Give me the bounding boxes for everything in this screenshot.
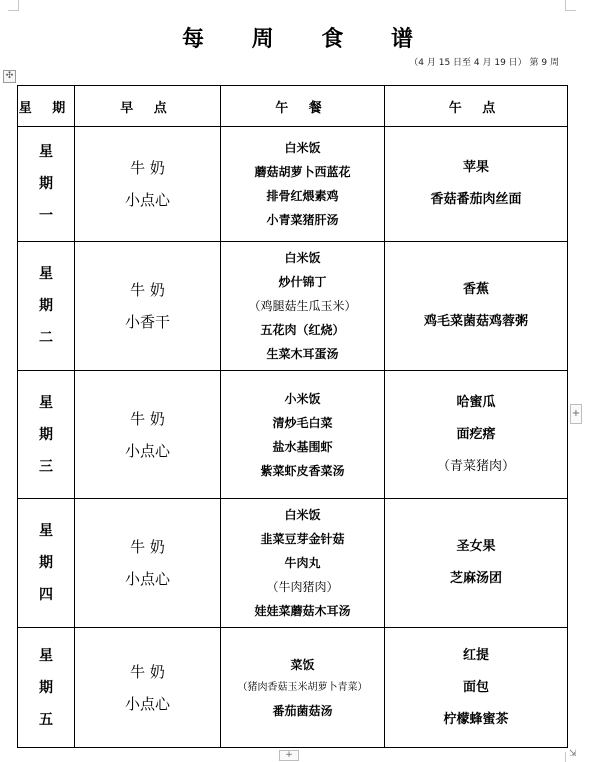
week-date-range: （4 月 15 日至 4 月 19 日） 第 9 周 <box>409 58 559 68</box>
snack-cell[interactable] <box>385 127 568 242</box>
lunch-item: 生菜木耳蛋汤 <box>266 347 339 361</box>
day-char: 一 <box>39 208 53 224</box>
day-cell[interactable] <box>18 242 75 371</box>
day-char: 期 <box>39 426 53 443</box>
day-char: 期 <box>39 679 53 696</box>
lunch-cell[interactable] <box>221 499 385 628</box>
lunch-item-note: （鸡腿菇生瓜玉米） <box>248 299 357 313</box>
breakfast-item: 小点心 <box>124 441 170 460</box>
day-char: 星 <box>39 266 53 282</box>
snack-item: 面包 <box>462 679 489 695</box>
day-char: 二 <box>39 330 53 346</box>
snack-cell[interactable] <box>385 499 568 628</box>
snack-item: 哈蜜瓜 <box>456 394 496 410</box>
snack-item: 芝麻汤团 <box>449 571 502 586</box>
day-char: 星 <box>39 523 53 539</box>
header-lunch[interactable]: 午 餐 <box>221 86 385 127</box>
lunch-cell[interactable] <box>221 371 385 499</box>
snack-cell[interactable] <box>385 371 568 499</box>
day-char: 三 <box>39 458 53 475</box>
header-day[interactable]: 星 期 <box>18 86 75 127</box>
snack-item: 柠檬蜂蜜茶 <box>443 711 509 727</box>
lunch-cell[interactable] <box>221 127 385 242</box>
table-row-friday <box>18 628 568 748</box>
day-char: 五 <box>39 711 53 728</box>
lunch-item: 娃娃菜蘑菇木耳汤 <box>254 604 351 618</box>
day-char: 星 <box>39 394 53 411</box>
snack-item: 香菇番茄肉丝面 <box>430 192 522 207</box>
lunch-item: 牛肉丸 <box>284 556 321 570</box>
breakfast-cell[interactable] <box>75 242 221 371</box>
breakfast-item: 牛 奶 <box>130 409 165 428</box>
day-cell[interactable] <box>18 127 75 242</box>
table-row-wednesday <box>18 371 568 499</box>
lunch-item: 蘑菇胡萝卜西蓝花 <box>254 165 351 179</box>
header-snack[interactable]: 午 点 <box>385 86 568 127</box>
table-resize-handle-icon[interactable]: ⇲ <box>569 749 577 759</box>
page-corner-mark-top-left <box>8 0 19 11</box>
breakfast-item: 小点心 <box>124 570 170 588</box>
page-corner-mark-top-right <box>565 0 576 11</box>
snack-item: 红提 <box>462 647 489 663</box>
day-cell[interactable] <box>18 499 75 628</box>
snack-item: 圣女果 <box>456 539 496 554</box>
snack-item: 鸡毛菜菌菇鸡蓉粥 <box>423 314 528 329</box>
lunch-item: 白米饭 <box>284 141 321 155</box>
lunch-item: 五花肉（红烧） <box>260 323 345 337</box>
day-cell[interactable] <box>18 371 75 499</box>
breakfast-item: 小点心 <box>124 191 170 209</box>
document-title: 每 周 食 谱 <box>182 26 433 52</box>
lunch-item: 清炒毛白菜 <box>272 415 333 430</box>
lunch-item: 韭菜豆芽金针菇 <box>260 532 345 546</box>
day-char: 期 <box>39 555 53 571</box>
snack-item: 面疙瘩 <box>456 426 496 442</box>
lunch-item-note: （猪肉香菇玉米胡萝卜青菜） <box>237 681 368 693</box>
lunch-cell[interactable] <box>221 628 385 748</box>
lunch-item: 排骨红煨素鸡 <box>266 189 339 203</box>
snack-cell[interactable] <box>385 242 568 371</box>
snack-item-note: （青菜猪肉） <box>436 458 515 474</box>
day-char: 期 <box>39 176 53 192</box>
lunch-item: 炒什锦丁 <box>278 275 327 289</box>
breakfast-cell[interactable] <box>75 628 221 748</box>
lunch-item: 紫菜虾皮香菜汤 <box>260 463 345 478</box>
lunch-item: 白米饭 <box>284 251 321 265</box>
day-char: 四 <box>39 587 53 603</box>
day-char: 期 <box>39 298 53 314</box>
table-header-row <box>18 86 568 127</box>
lunch-item: 小米饭 <box>284 391 321 406</box>
breakfast-item: 牛 奶 <box>130 159 165 177</box>
table-row-monday <box>18 127 568 242</box>
breakfast-item: 小香干 <box>124 313 170 331</box>
breakfast-cell[interactable] <box>75 371 221 499</box>
lunch-item: 小青菜猪肝汤 <box>266 213 339 227</box>
snack-item: 香蕉 <box>462 282 489 297</box>
lunch-item: 番茄菌菇汤 <box>272 703 333 718</box>
header-breakfast[interactable]: 早 点 <box>75 86 221 127</box>
lunch-cell[interactable] <box>221 242 385 371</box>
day-char: 星 <box>39 144 53 160</box>
breakfast-item: 牛 奶 <box>130 281 165 299</box>
weekly-menu-table <box>17 85 568 748</box>
lunch-item: 盐水基围虾 <box>272 439 333 454</box>
breakfast-cell[interactable] <box>75 499 221 628</box>
lunch-item: 白米饭 <box>284 508 321 522</box>
snack-cell[interactable] <box>385 628 568 748</box>
add-row-plus-icon[interactable]: + <box>570 404 582 424</box>
table-row-tuesday <box>18 242 568 371</box>
day-cell[interactable] <box>18 628 75 748</box>
add-column-plus-icon[interactable]: + <box>279 750 299 761</box>
lunch-item-note: （牛肉猪肉） <box>266 580 339 594</box>
breakfast-item: 牛 奶 <box>130 538 165 556</box>
breakfast-cell[interactable] <box>75 127 221 242</box>
day-char: 星 <box>39 647 53 664</box>
breakfast-item: 小点心 <box>124 694 170 713</box>
table-row-thursday <box>18 499 568 628</box>
lunch-item: 菜饭 <box>290 657 315 672</box>
table-move-handle-icon[interactable]: ✣ <box>3 70 16 83</box>
snack-item: 苹果 <box>462 160 489 175</box>
breakfast-item: 牛 奶 <box>130 662 165 681</box>
